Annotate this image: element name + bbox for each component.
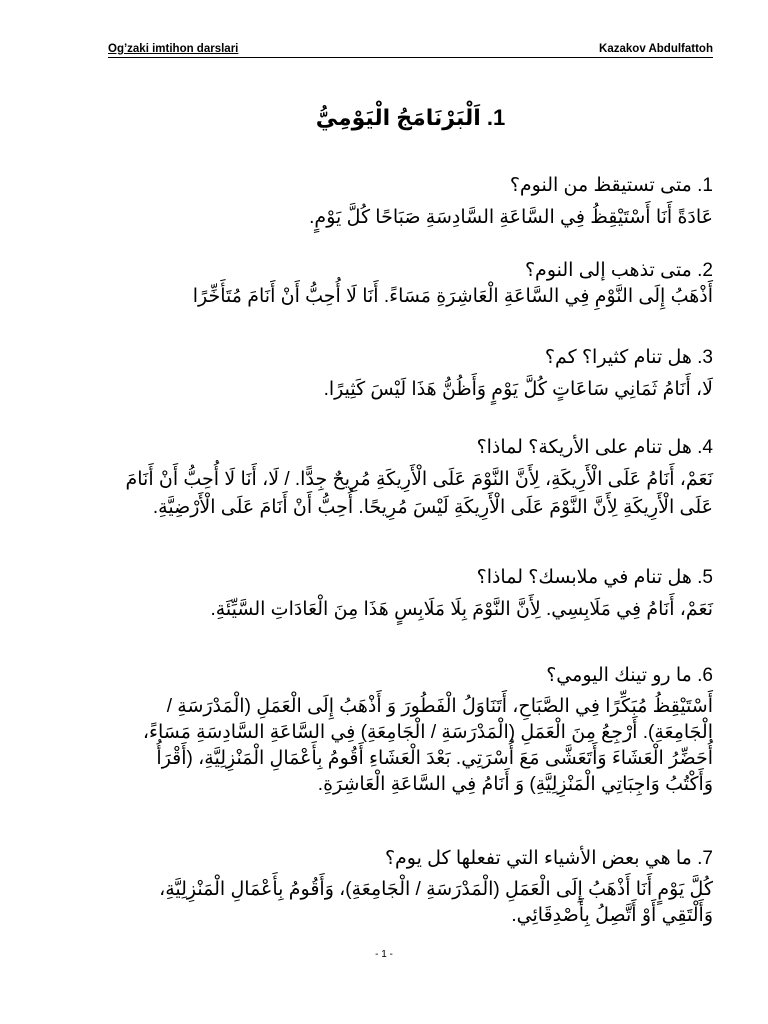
qa-item-6 — [108, 662, 713, 798]
answer-7: كُلَّ يَوْمٍ أَنَا أَذْهَبُ إِلَى الْعَمَلِ (الْمَدْرَسَةِ / الْجَامِعَةِ)، وَأَقُومُ بِأَعْمَالِ الْمَنْزِلِيَّةِ، وَأَلْتَقِي أَوْ أَتَّصِلُ بِأَصْدِقَائِي. — [159, 879, 713, 926]
question-7: 7. ما هي بعض الأشياء التي تفعلها كل يوم؟ — [384, 848, 713, 869]
answer-6: أَسْتَيْقِظُ مُبَكِّرًا فِي الصَّبَاحِ، أَتَنَاوَلُ الْفَطُورَ وَ أَذْهَبُ إِلَى الْعَمَلِ (الْمَدْرَسَةِ / الْجَامِعَةِ). أَرْجِعُ مِنَ الْعَمَلِ (الْمَدْرَسَةِ / الْجَامِعَةِ) فِي السَّاعَةِ السَّادِسَةِ مَسَاءً، أُحَضِّرُ الْعَشَاءَ وَأَتَعَشَّى مَعَ أُسْرَتِي. بَعْدَ الْعَشَاءِ أَقُومُ بِأَعْمَالِ الْمَنْزِلِيَّةِ، (أَقْرَأُ وَأَكْتُبُ وَاجِبَاتِي الْمَنْزِلِيَّةِ) وَ أَنَامُ فِي السَّاعَةِ الْعَاشِرَةِ. — [142, 696, 713, 795]
question-2: 2. متى تذهب إلى النوم؟ — [524, 260, 713, 281]
answer-1: عَادَةً أَنَا أَسْتَيْقِظُ فِي السَّاعَةِ السَّادِسَةِ صَبَاحًا كُلَّ يَوْمٍ. — [309, 207, 713, 228]
header-author: Kazakov Abdulfattoh — [599, 43, 713, 55]
question-6: 6. ما رو تينك اليومي؟ — [546, 665, 713, 686]
answer-2: أَذْهَبُ إِلَى النَّوْمِ فِي السَّاعَةِ الْعَاشِرَةِ مَسَاءً. أَنَا لَا أُحِبُّ أَنْ أَنَامَ مُتَأَخِّرًا — [192, 286, 713, 307]
qa-item-3 — [108, 344, 713, 404]
answer-5: نَعَمْ، أَنَامُ فِي مَلَابِسِي. لِأَنَّ النَّوْمَ بِلَا مَلَابِسٍ هَذَا مِنَ الْعَادَاتِ السَّيِّئَةِ. — [210, 599, 713, 620]
qa-item-2 — [108, 258, 713, 310]
question-5: 5. هل تنام في ملابسك؟ لماذا؟ — [476, 567, 713, 588]
question-3: 3. هل تنام كثيرا؟ كم؟ — [544, 347, 713, 368]
question-1: 1. متى تستيقظ من النوم؟ — [509, 175, 713, 196]
qa-item-1 — [108, 172, 713, 232]
page-title: 1. اَلْبَرْنَامَجُ الْيَوْمِيُّ — [315, 105, 506, 130]
answer-4: نَعَمْ، أَنَامُ عَلَى الْأَرِيكَةِ، لِأَنَّ النَّوْمَ عَلَى الْأَرِيكَةِ مُرِيحٌ جِدًّا. / لَا، أَنَا لَا أُحِبُّ أَنْ أَنَامَ عَلَى الْأَرِيكَةِ لِأَنَّ النَّوْمَ عَلَى الْأَرِيكَةِ لَيْسَ مُرِيحًا. أُحِبُّ أَنْ أَنَامَ عَلَى الْأَرْضِيَّةِ. — [125, 469, 713, 518]
question-4: 4. هل تنام على الأريكة؟ لماذا؟ — [476, 437, 713, 458]
qa-item-5 — [108, 564, 713, 624]
answer-3: لَا، أَنَامُ ثَمَانِي سَاعَاتٍ كُلَّ يَوْمٍ وَأَظُنُّ هَذَا لَيْسَ كَثِيرًا. — [323, 379, 713, 400]
qa-item-4 — [108, 434, 713, 522]
qa-item-7 — [108, 845, 713, 929]
page-number: - 1 - — [375, 949, 393, 960]
page-header — [108, 42, 713, 58]
header-course-title: Og’zaki imtihon darslari — [108, 43, 239, 55]
